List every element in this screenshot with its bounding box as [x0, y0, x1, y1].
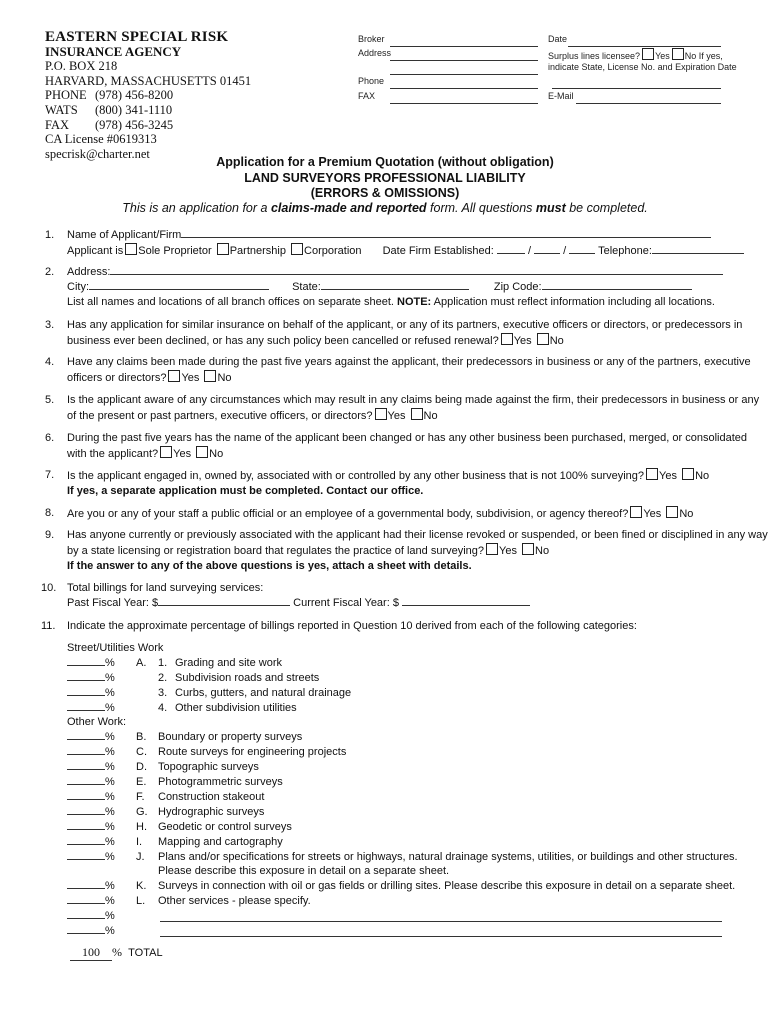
other-row-letter: G. [136, 806, 148, 818]
q6-number: 6. [45, 432, 55, 444]
street-utilities-heading: Street/Utilities Work [67, 642, 164, 654]
q2-number: 2. [45, 266, 55, 278]
pct-extra-2-field[interactable] [67, 924, 105, 934]
zip-field[interactable] [542, 280, 692, 290]
q9-text: Has anyone currently or previously associated with the applicant had their license revoked or suspended, or been fined or disciplined in any way by a state licensing or registration board that regulates the practice of land surveying? Yes No If the answer to any of the above questions is yes, attach a sheet with details. [67, 529, 768, 572]
company-license: CA License #0619313 [45, 132, 157, 147]
company-block [45, 30, 251, 161]
other-row-text: Geodetic or control surveys [158, 821, 292, 833]
other-row-letter: B. [136, 731, 147, 743]
q1-name-row: Name of Applicant/Firm [67, 228, 711, 243]
other-row-text: Construction stakeout [158, 791, 265, 803]
q9-number: 9. [45, 529, 55, 541]
past-fiscal-field[interactable] [158, 596, 290, 606]
q2-city-row: City: State: Zip Code: [67, 280, 692, 295]
other-row-6: % [67, 805, 115, 820]
row-l-extra-1: % [67, 909, 115, 924]
q8-text: Are you or any of your staff a public official or an employee of a governmental body, subdivision, or agency thereof? Yes No [67, 508, 694, 520]
surplus-yes-checkbox[interactable] [642, 48, 654, 60]
q11-number: 11. [41, 620, 56, 632]
other-row-letter: J. [136, 851, 145, 863]
q8-number: 8. [45, 507, 55, 519]
q1-type-row: Applicant is Sole Proprietor Partnership Corporation Date Firm Established: / / Telephone: [67, 243, 744, 259]
company-name: EASTERN SPECIAL RISK [45, 29, 229, 45]
q4-yes-checkbox[interactable] [168, 370, 180, 382]
est-year-field[interactable] [569, 244, 595, 254]
q3-yes-checkbox[interactable] [501, 333, 513, 345]
other-row-4: % [67, 775, 115, 790]
indicate-text: indicate State, License No. and Expiration Date [548, 62, 737, 72]
corporation-checkbox[interactable] [291, 243, 303, 255]
other-pct-field[interactable] [67, 790, 105, 800]
other-pct-field[interactable] [67, 850, 105, 860]
telephone-field[interactable] [652, 244, 744, 254]
other-row-1: % [67, 730, 115, 745]
other-pct-field[interactable] [67, 805, 105, 815]
q9-yes-checkbox[interactable] [486, 543, 498, 555]
fax-label: FAX [358, 91, 376, 101]
company-wats: WATS (800) 341-1110 [45, 102, 173, 117]
other-row-letter: I. [136, 836, 143, 848]
applicant-name-field[interactable] [181, 228, 711, 238]
surplus-no-checkbox[interactable] [672, 48, 684, 60]
sole-proprietor-checkbox[interactable] [125, 243, 137, 255]
q7-text: Is the applicant engaged in, owned by, associated with or controlled by any other business that is not 100% surveying? Yes No If yes, a separate application must be completed. Contact our office. [67, 470, 710, 497]
other-pct-field[interactable] [67, 760, 105, 770]
other-pct-field[interactable] [67, 820, 105, 830]
other-row-8: % [67, 835, 115, 850]
q6-no-checkbox[interactable] [196, 446, 208, 458]
partnership-checkbox[interactable] [217, 243, 229, 255]
street-row-3: % [67, 686, 115, 701]
row-k-text: Surveys in connection with oil or gas fields or drilling sites. Please describe this exposure in detail on a separate sheet. [158, 880, 736, 892]
est-day-field[interactable] [534, 244, 560, 254]
q5-text: Is the applicant aware of any circumstances which may result in any claims being made against the firm, their predecessors in business or any of the present or past partners, executive officers, or directors? Yes No [67, 394, 760, 422]
other-pct-field[interactable] [67, 835, 105, 845]
q7-yes-checkbox[interactable] [646, 468, 658, 480]
phone-label: Phone [358, 76, 385, 86]
other-row-9: % [67, 850, 115, 865]
row-k: % [67, 879, 115, 894]
other-pct-field[interactable] [67, 730, 105, 740]
q3-text: Has any application for similar insurance on behalf of the applicant, or any of its partners, executive officers or directors, or predecessors in business ever been declined, or has any such policy been cancelled or refused renewal? Yes No [67, 319, 743, 347]
broker-label: Broker [358, 34, 385, 44]
current-fiscal-field[interactable] [402, 596, 530, 606]
q6-yes-checkbox[interactable] [160, 446, 172, 458]
other-row-5: % [67, 790, 115, 805]
q7-no-checkbox[interactable] [682, 468, 694, 480]
row-k-letter: K. [136, 880, 147, 892]
other-row-text: Topographic surveys [158, 761, 259, 773]
total-label: TOTAL [128, 947, 163, 959]
company-city: HARVARD, MASSACHUSETTS 01451 [45, 73, 252, 88]
other-row-text: Boundary or property surveys [158, 731, 303, 743]
company-agency: INSURANCE AGENCY [45, 43, 182, 59]
street-pct-field[interactable] [67, 701, 105, 711]
other-pct-field[interactable] [67, 775, 105, 785]
other-specify-line-2[interactable] [160, 924, 722, 942]
other-row-2: % [67, 745, 115, 760]
q4-text: Have any claims been made during the past five years against the applicant, their predecessors in business or any of the partners, executive officers or directors? Yes No [67, 356, 751, 384]
other-row-letter: E. [136, 776, 147, 788]
q4-no-checkbox[interactable] [204, 370, 216, 382]
other-row-letter: H. [136, 821, 147, 833]
city-field[interactable] [89, 280, 269, 290]
q10-number: 10. [41, 582, 57, 594]
pct-extra-1-field[interactable] [67, 909, 105, 919]
q8-no-checkbox[interactable] [666, 506, 678, 518]
street-row-text: Curbs, gutters, and natural drainage [175, 687, 352, 699]
q4-number: 4. [45, 356, 55, 368]
pct-l-field[interactable] [67, 894, 105, 904]
q6-text: During the past five years has the name of the applicant been changed or has any other business been purchased, merged, or consolidated with the applicant? Yes No [67, 432, 747, 460]
est-month-field[interactable] [497, 244, 525, 254]
q8-yes-checkbox[interactable] [630, 506, 642, 518]
other-row-letter: C. [136, 746, 147, 758]
q5-number: 5. [45, 394, 55, 406]
street-pct-field[interactable] [67, 671, 105, 681]
form-title-2: LAND SURVEYORS PROFESSIONAL LIABILITY [244, 171, 526, 185]
state-field[interactable] [321, 280, 469, 290]
date-label: Date [548, 34, 568, 44]
company-phone: PHONE (978) 456-8200 [45, 88, 174, 103]
address-label: Address [358, 48, 392, 58]
q3-number: 3. [45, 319, 55, 331]
other-pct-field[interactable] [67, 745, 105, 755]
other-row-text: Plans and/or specifications for streets or highways, natural drainage systems, utilities, or buildings and other structures. [158, 851, 738, 863]
street-row-sub: 3. [158, 687, 168, 699]
q5-no-checkbox[interactable] [411, 408, 423, 420]
fax-field[interactable] [390, 91, 538, 109]
street-row-sub: 2. [158, 672, 168, 684]
row-l: % [67, 894, 115, 909]
form-subtitle: This is an application for a claims-made and reported form. All questions must be completed. [122, 201, 648, 215]
q2-address-row: Address: [67, 265, 723, 280]
street-pct-field[interactable] [67, 656, 105, 666]
q9-no-checkbox[interactable] [522, 543, 534, 555]
surplus-row: Surplus lines licensee? Yes No If yes, [548, 48, 723, 61]
q2-list-note: List all names and locations of all branch offices on separate sheet. NOTE: Application must reflect information including all locations. [67, 296, 715, 308]
q1-number: 1. [45, 229, 55, 241]
row-l-extra-2: % [67, 924, 115, 939]
other-row-letter: D. [136, 761, 147, 773]
street-row-text: Subdivision roads and streets [175, 672, 320, 684]
q11-text: Indicate the approximate percentage of billings reported in Question 10 derived from each of the following categories: [67, 620, 637, 632]
q10-text: Total billings for land surveying services: Past Fiscal Year: $ Current Fiscal Year: $ [67, 581, 530, 611]
company-box: P.O. BOX 218 [45, 59, 118, 74]
street-row-letter: A. [136, 657, 147, 669]
form-title-1: Application for a Premium Quotation (without obligation) [216, 155, 554, 169]
address-field[interactable] [110, 265, 723, 275]
street-row-text: Other subdivision utilities [175, 702, 297, 714]
q7-number: 7. [45, 469, 55, 481]
street-row-text: Grading and site work [175, 657, 282, 669]
company-email: specrisk@charter.net [45, 146, 150, 161]
street-row-1: % [67, 656, 115, 671]
pct-k-field[interactable] [67, 879, 105, 889]
other-work-heading: Other Work: [67, 716, 127, 728]
other-row-7: % [67, 820, 115, 835]
street-row-4: % [67, 701, 115, 716]
other-row-3: % [67, 760, 115, 775]
other-row-text: Photogrammetric surveys [158, 776, 283, 788]
q3-no-checkbox[interactable] [537, 333, 549, 345]
company-fax: FAX (978) 456-3245 [45, 117, 174, 132]
other-row-text: Mapping and cartography [158, 836, 283, 848]
row-l-text: Other services - please specify. [158, 895, 311, 907]
other-row-text: Hydrographic surveys [158, 806, 265, 818]
other-row-text: Route surveys for engineering projects [158, 746, 347, 758]
j-continuation: Please describe this exposure in detail on a separate sheet. [158, 865, 450, 877]
other-row-letter: F. [136, 791, 145, 803]
row-l-letter: L. [136, 895, 146, 907]
total-row: 100 % TOTAL [70, 945, 163, 961]
email-label: E-Mail [548, 91, 574, 101]
total-value: 100 [70, 945, 112, 961]
form-title-3: (ERRORS & OMISSIONS) [310, 186, 460, 200]
street-row-sub: 4. [158, 702, 168, 714]
email-field[interactable] [576, 91, 721, 109]
street-pct-field[interactable] [67, 686, 105, 696]
street-row-sub: 1. [158, 657, 168, 669]
street-row-2: % [67, 671, 115, 686]
q5-yes-checkbox[interactable] [375, 408, 387, 420]
